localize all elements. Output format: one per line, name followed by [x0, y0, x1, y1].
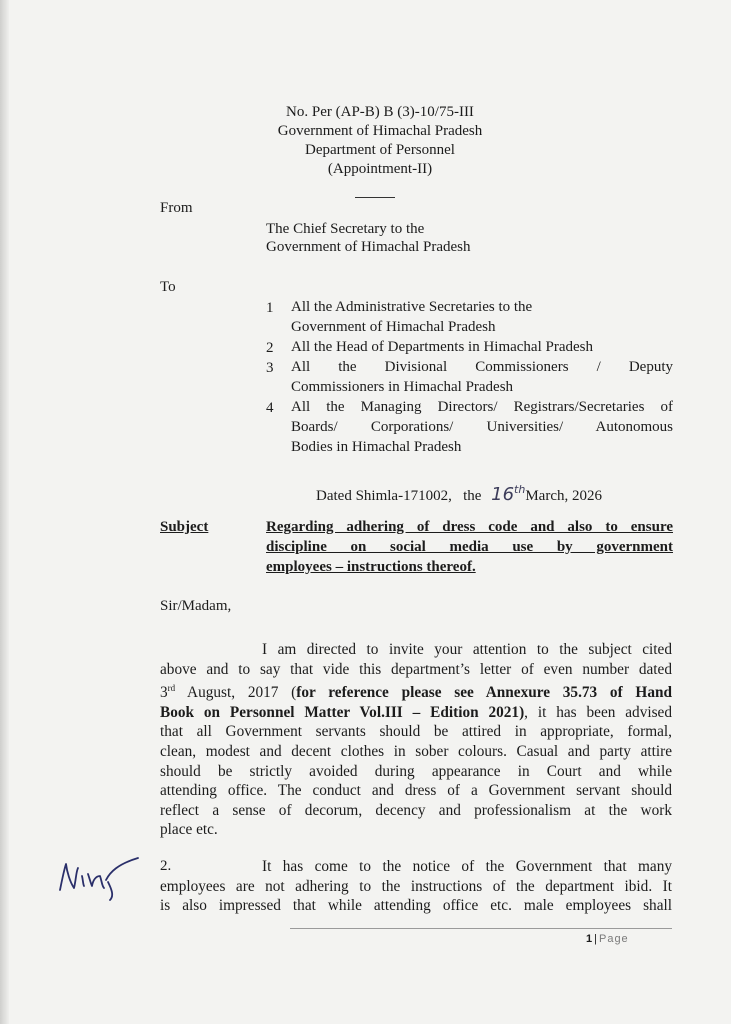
para1-line-6: clean, modest and decent clothes in sober colours. Casual and party attire: [160, 743, 672, 761]
recipient-4-line-3: Bodies in Himachal Pradesh: [291, 439, 462, 455]
para1-date-suffix: rd: [167, 683, 176, 694]
recipient-1-line-2: Government of Himachal Pradesh: [291, 319, 496, 335]
para1-line-3: [160, 679, 672, 703]
page-number-separator: |: [594, 933, 597, 945]
margin-initials-signature: [52, 850, 142, 902]
subject-line-1: Regarding adhering of dress code and also to ensure: [266, 519, 673, 535]
page-word: Page: [598, 933, 629, 945]
subject-line-3: employees – instructions thereof.: [266, 559, 476, 575]
subject-line-2-wrap: [266, 538, 673, 557]
para1-line-1: I am directed to invite your attention to the subject cited: [262, 641, 672, 658]
para1-line-9: reflect a sense of decorum, decency and professionalism at the work: [160, 801, 672, 819]
from-label: From: [160, 200, 193, 216]
recipient-4-line-2: Boards/ Corporations/ Universities/ Autonomous: [291, 419, 673, 435]
page-number: [586, 933, 629, 945]
para1-line-5: that all Government servants should be attired in appropriate, formal,: [160, 723, 672, 741]
para1-date-rest: August, 2017 (: [175, 684, 297, 702]
paragraph-2: [160, 857, 672, 916]
recipient-number-3: 3: [266, 360, 274, 376]
to-label: To: [160, 279, 176, 295]
salutation: Sir/Madam,: [160, 598, 232, 614]
para2-line-3: is also impressed that while attending office etc. male employees shall: [160, 897, 672, 915]
para1-line-7: should be strictly avoided during appearance in Court and while: [160, 762, 672, 780]
para1-advised-text: , it has been advised: [524, 703, 672, 721]
para2-line-1: It has come to the notice of the Government that many: [262, 858, 672, 875]
dated-rest: March, 2026: [525, 488, 602, 504]
para1-line-8: attending office. The conduct and dress of a Government servant should: [160, 782, 672, 800]
from-line-2: Government of Himachal Pradesh: [266, 239, 471, 255]
para1-reference-bold-1: for reference please see Annexure 35.73 of Hand: [296, 684, 672, 702]
recipient-number-4: 4: [266, 400, 274, 416]
footer-divider: [290, 928, 672, 929]
dated-line: [316, 480, 602, 506]
subject-line-1-wrap: [266, 518, 673, 537]
page-number-value: 1: [586, 933, 593, 945]
from-line-1: The Chief Secretary to the: [266, 221, 425, 237]
handwritten-day-number: 16: [491, 484, 515, 505]
para2-number: 2.: [160, 858, 172, 874]
paragraph-1: [160, 640, 672, 840]
recipient-number-2: 2: [266, 340, 274, 356]
para2-line-2: employees are not adhering to the instructions of the department ibid. It: [160, 877, 672, 895]
recipient-2-line-1: All the Head of Departments in Himachal Pradesh: [291, 339, 593, 355]
recipient-3-line-1: All the Divisional Commissioners / Deputy: [291, 359, 673, 375]
recipient-3-line-1-wrap: [291, 358, 673, 377]
para1-line-4: [160, 703, 672, 723]
recipient-4-line-1-wrap: [291, 398, 673, 417]
para1-line-2: above and to say that vide this department’s letter of even number dated: [160, 660, 672, 678]
government-name: Government of Himachal Pradesh: [277, 123, 483, 139]
para1-date-day: 3: [160, 684, 168, 702]
recipient-1-line-1: All the Administrative Secretaries to the: [291, 299, 533, 315]
para1-line-10: place etc.: [160, 821, 218, 839]
reference-number: No. Per (AP-B) B (3)-10/75-III: [286, 104, 474, 120]
page-edge-shadow: [0, 0, 9, 1024]
dated-prefix: Dated Shimla-171002, the: [316, 488, 482, 504]
department-name: Department of Personnel: [305, 142, 455, 158]
subject-line-2: discipline on social media use by government: [266, 539, 673, 555]
recipient-number-1: 1: [266, 300, 274, 316]
header-divider: [355, 197, 395, 198]
section-name: (Appointment-II): [327, 161, 433, 177]
para1-reference-bold-2: Book on Personnel Matter Vol.III – Edition 2021): [160, 703, 525, 721]
handwritten-day-suffix: th: [514, 483, 526, 496]
subject-label: Subject: [160, 519, 209, 535]
recipient-4-line-2-wrap: [291, 418, 673, 437]
handwritten-day: [491, 484, 525, 505]
recipient-3-line-2: Commissioners in Himachal Pradesh: [291, 379, 514, 395]
recipient-4-line-1: All the Managing Directors/ Registrars/Secretaries of: [291, 399, 673, 415]
